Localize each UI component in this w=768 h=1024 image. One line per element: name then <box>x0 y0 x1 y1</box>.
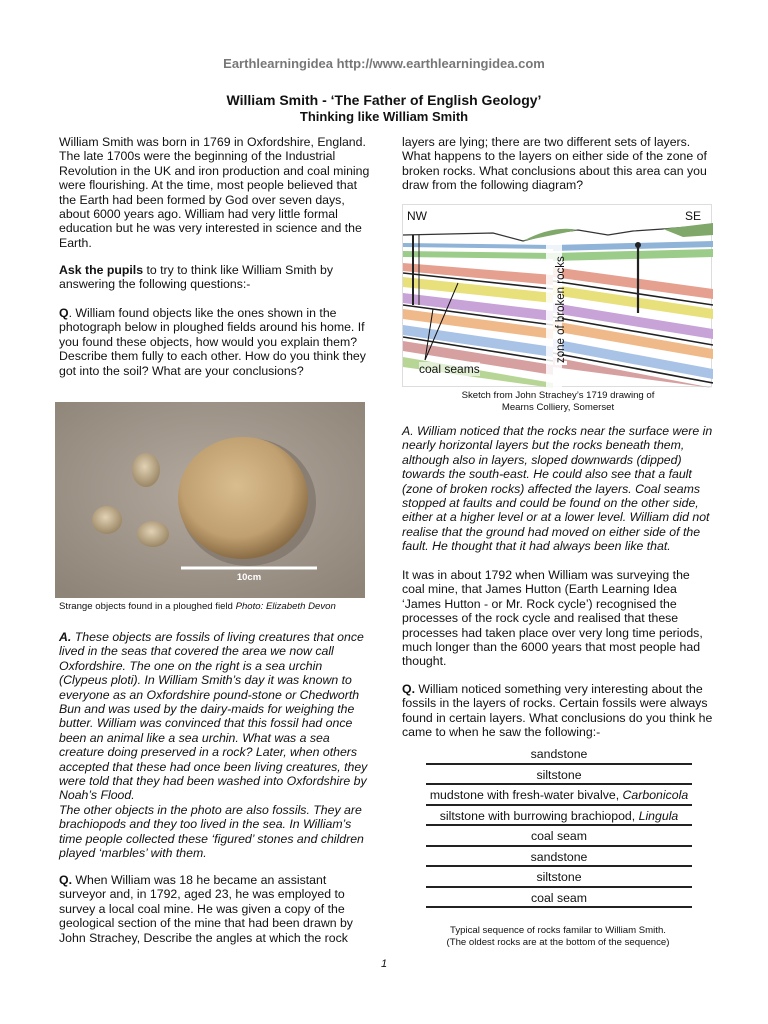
sequence-row <box>426 806 692 827</box>
sequence-fossil: Carbonicola <box>622 788 689 802</box>
fossil-photo-graphic <box>55 402 365 598</box>
sequence-row <box>426 744 692 765</box>
diagram-caption-line-2: Mearns Colliery, Somerset <box>501 402 615 413</box>
answer-1-label: A. <box>59 630 72 644</box>
sequence-text: sandstone <box>530 849 588 864</box>
question-2-text: When William was 18 he became an assistant surveyor and, in 1792, aged 23, he was employed to survey a local coal mine. He was given a copy of the geological section of the mine that had been drawn by John Strachey, Describe the angles at which the rock <box>59 873 353 945</box>
photo-caption <box>59 601 379 613</box>
sequence-row <box>426 785 692 806</box>
sequence-text: coal seam <box>530 890 588 905</box>
page-subtitle: Thinking like William Smith <box>299 109 469 124</box>
intro-paragraph: William Smith was born in 1769 in Oxfordshire, England. The late 1700s were the beginning of the Industrial Revolution in the UK and iron production and coal mining were flourishing. At the time, most people believed that the Earth had been formed by God over seven days, about 6000 years ago. William had very little formal education but he was very interested in science and the Earth. <box>59 135 370 250</box>
sequence-row <box>426 888 692 909</box>
question-1-label: Q <box>59 306 69 320</box>
rock-sequence <box>426 744 692 908</box>
brachiopod-fossil-top <box>132 453 160 487</box>
scale-label: 10cm <box>236 572 262 583</box>
sequence-row <box>426 765 692 786</box>
question-1-text: . William found objects like the ones shown in the photograph below in ploughed fields around his home. If you found these objects, how would you explain them? Describe them fully to each other. How do you think they got into the soil? What are your conclusions? <box>59 306 366 378</box>
brachiopod-fossil-right <box>137 521 169 547</box>
diagram-caption-line-1: Sketch from John Strachey’s 1719 drawing of <box>461 390 655 401</box>
diagram-label-coal: coal seams <box>419 362 480 376</box>
sequence-row <box>426 847 692 868</box>
answer-1-text: These objects are fossils of living creatures that once lived in the seas that covered the area we now call Oxfordshire. The one on the right is a sea urchin (Clypeus ploti). In William Smith’s day it was known to everyone as an Oxfordshire pound-stone or Chedworth Bun and was used by the dairy-maids for weighing the butter. William was convinced that this fossil had once been an animal like a sea urchin. What was a sea creature doing preserved in a rock? Later, when others accepted that these had once been living creatures, they were told that they had been washed into Oxfordshire by Noah’s Flood. <box>59 630 368 803</box>
sequence-text: mudstone with fresh-water bivalve, <box>429 788 623 802</box>
question-2-continued: layers are lying; there are two different sets of layers. What happens to the layers on either side of the zone of broken rocks. What conclusions about this area can you draw from the following diagram? <box>402 135 707 193</box>
sequence-caption <box>402 925 714 949</box>
photo-caption-text: Strange objects found in a ploughed field <box>59 601 233 612</box>
site-header: Earthlearningidea http://www.earthlearningidea.com <box>223 56 545 71</box>
question-2 <box>59 873 371 945</box>
sequence-row <box>426 867 692 888</box>
geological-section-diagram <box>402 204 712 387</box>
question-3-text: William noticed something very interesting about the fossils in the layers of rocks. Certain fossils were always found in certain layers. What conclusions do you think he came to when he saw the following:- <box>402 682 713 740</box>
fossil-photo <box>55 402 365 598</box>
question-3 <box>402 682 714 740</box>
sea-urchin-fossil <box>178 437 308 559</box>
sequence-text: siltstone <box>536 767 582 782</box>
sequence-caption-line-2: (The oldest rocks are at the bottom of the sequence) <box>446 937 670 948</box>
sequence-row <box>426 826 692 847</box>
sequence-caption-line-1: Typical sequence of rocks familar to William Smith. <box>450 925 666 936</box>
question-1 <box>59 306 371 378</box>
diagram-label-se: SE <box>684 209 701 223</box>
question-2-label: Q. <box>59 873 72 887</box>
ask-pupils-paragraph <box>59 263 371 292</box>
hutton-paragraph: It was in about 1792 when William was surveying the coal mine, that James Hutton (Earth Learning Idea ‘James Hutton - or Mr. Rock cycle’) recognised the processes of the rock cycle and realised that these processes had taken place over very long time periods, much longer than the 6000 years that most people had thought. <box>402 568 703 669</box>
photo-credit: Photo: Elizabeth Devon <box>235 601 336 612</box>
diagram-label-nw: NW <box>407 209 427 223</box>
brachiopod-fossil-left <box>92 506 122 534</box>
ask-pupils-text: to try to think like William Smith by answering the following questions:- <box>59 263 334 292</box>
sequence-text: siltstone with burrowing brachiopod, <box>439 808 639 823</box>
answer-1 <box>59 630 371 861</box>
diagram-caption <box>402 390 714 414</box>
diagram-label-zone <box>555 361 567 365</box>
sequence-text: coal seam <box>530 829 588 843</box>
answer-2: A. William noticed that the rocks near the surface were in nearly horizontal layers but the rocks beneath them, although also in layers, sloped downwards (dipped) towards the south-east. He could also see that a fault (zone of broken rocks) affected the layers. Coal seams stopped at faults and could be found on the other side, either at a higher level or at a lower level. William did not realise that the ground had moved on either side of the fault. He thought that it had always been like that. <box>402 424 713 554</box>
question-3-label: Q. <box>402 682 415 696</box>
sequence-text: sandstone <box>530 747 588 761</box>
answer-1-text-2: The other objects in the photo are also fossils. They are brachiopods and they too lived in the sea. In William’s time people collected these ‘figured’ stones and children played ‘marbles’ with them. <box>59 802 364 861</box>
ask-pupils-bold: Ask the pupils <box>59 263 144 277</box>
sequence-text: siltstone <box>536 870 582 884</box>
page-title: William Smith - ‘The Father of English Geology’ <box>226 92 542 108</box>
page-number: 1 <box>380 958 388 970</box>
sequence-fossil: Lingula <box>638 808 679 823</box>
